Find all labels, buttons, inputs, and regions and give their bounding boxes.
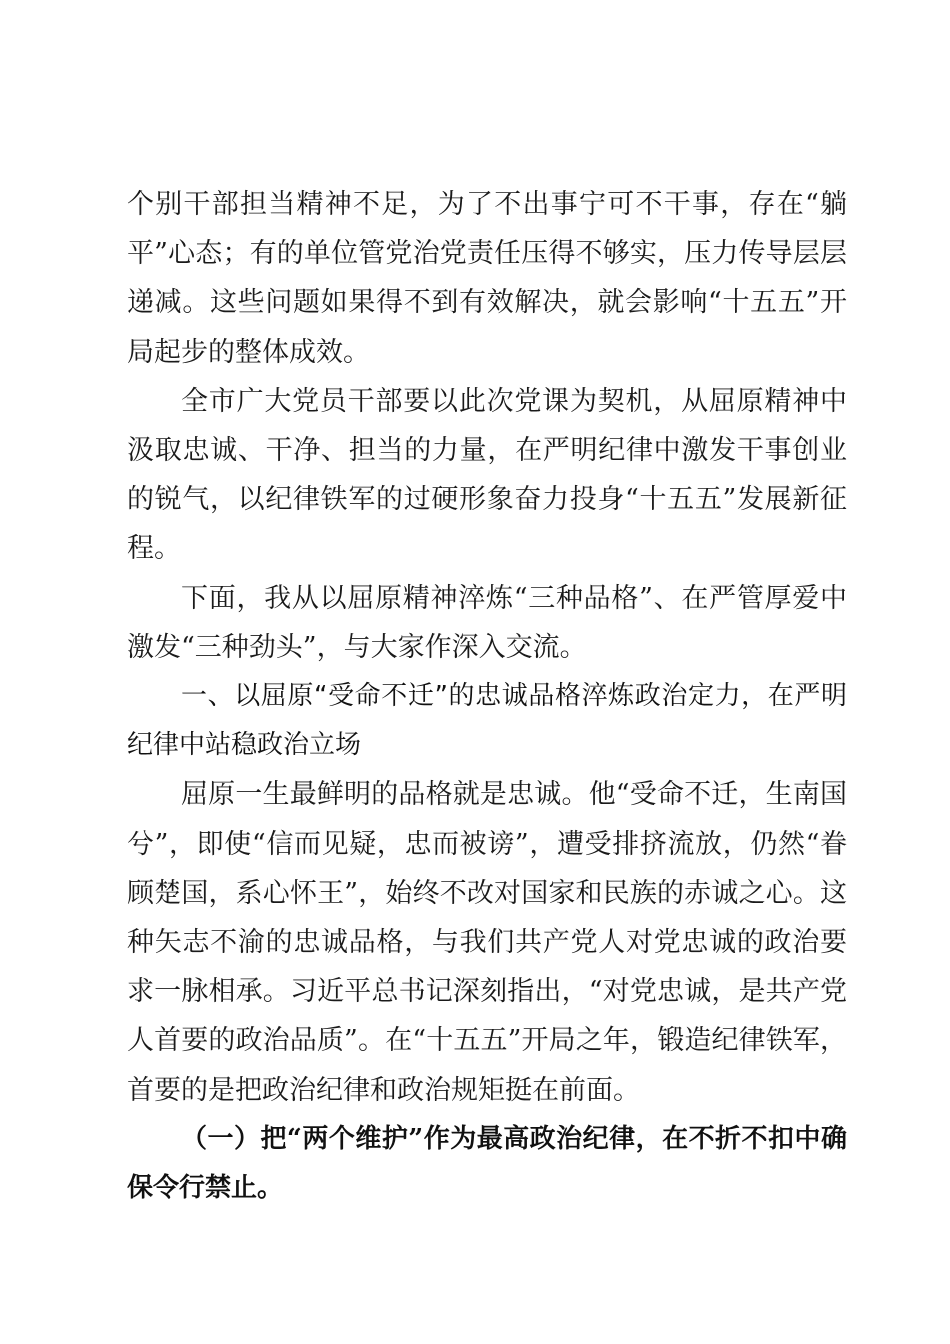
subsection-heading-1: （一）把“两个维护”作为最高政治纪律，在不折不扣中确保令行禁止。: [127, 1123, 847, 1204]
paragraph-party-lesson: 全市广大党员干部要以此次党课为契机，从屈原精神中汲取忠诚、干净、担当的力量，在严明纪律中激发干事创业的锐气，以纪律铁军的过硬形象奋力投身“十五五”发展新征程。: [127, 385, 847, 565]
paragraph-continuation: 个别干部担当精神不足，为了不出事宁可不干事，存在“躺平”心态；有的单位管党治党责任压得不够实，压力传导层层递减。这些问题如果得不到有效解决，就会影响“十五五”开局起步的整体成效。: [127, 189, 847, 368]
paragraph-introduction: 下面，我从以屈原精神淬炼“三种品格”、在严管厚爱中激发“三种劲头”，与大家作深入交流。: [127, 582, 847, 663]
document-body: [127, 180, 847, 1213]
section-heading-1: 一、以屈原“受命不迁”的忠诚品格淬炼政治定力，在严明纪律中站稳政治立场: [127, 681, 847, 761]
paragraph-loyalty: 屈原一生最鲜明的品格就是忠诚。他“受命不迁，生南国兮”，即使“信而见疑，忠而被谤”，遭受排挤流放，仍然“眷顾楚国，系心怀王”，始终不改对国家和民族的赤诚之心。这种矢志不渝的忠诚品格，与我们共产党人对党忠诚的政治要求一脉相承。习近平总书记深刻指出，“对党忠诚，是共产党人首要的政治品质”。在“十五五”开局之年，锻造纪律铁军，首要的是把政治纪律和政治规矩挺在前面。: [127, 779, 847, 1106]
